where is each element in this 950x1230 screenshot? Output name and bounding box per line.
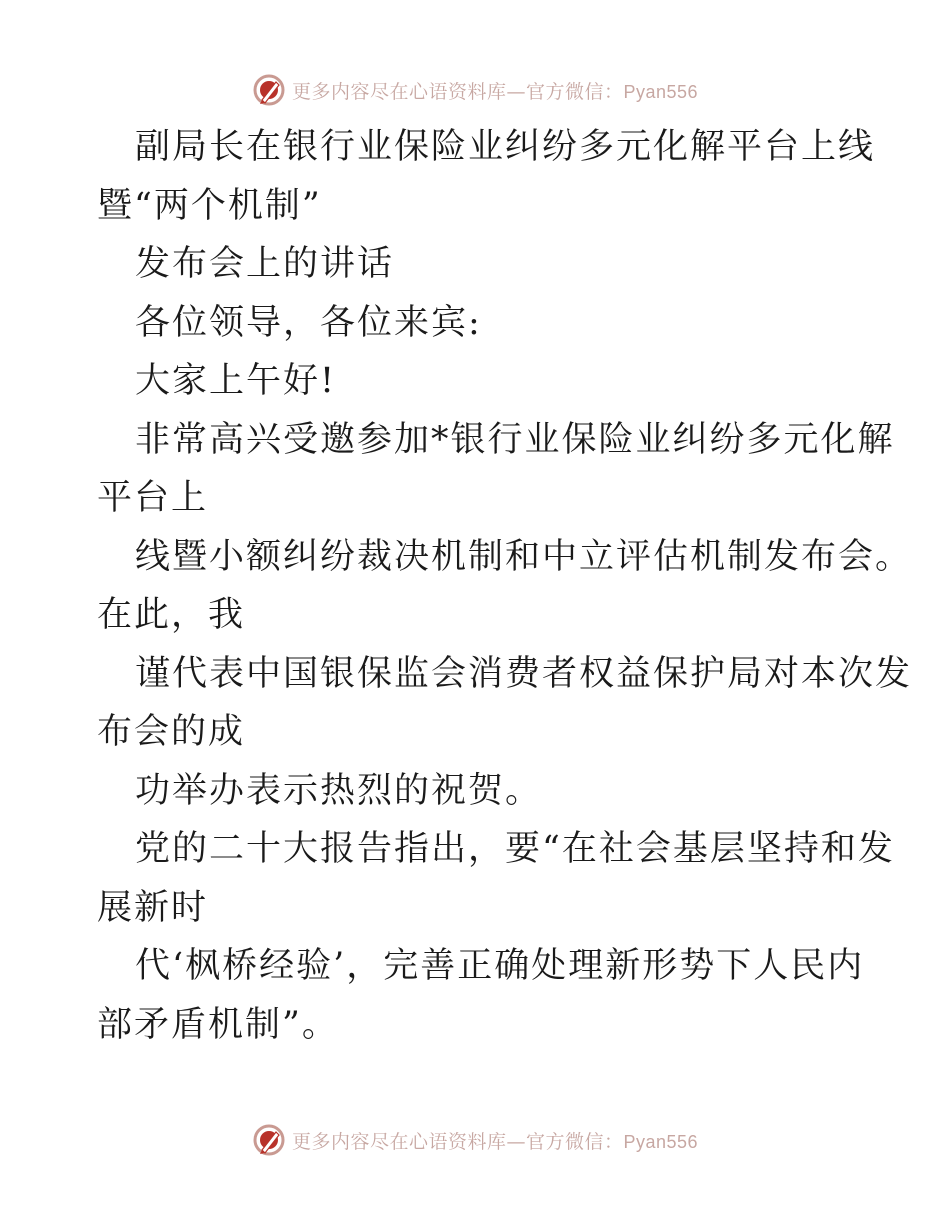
document-body bbox=[97, 118, 913, 1054]
text-line: 非常高兴受邀参加*银行业保险业纠纷多元化解 bbox=[135, 419, 895, 460]
watermark-text bbox=[292, 77, 698, 104]
text-line: 平台上 bbox=[97, 478, 209, 518]
text-line: 发布会上的讲话 bbox=[135, 244, 395, 284]
text-line: 副局长在银行业保险业纠纷多元化解平台上线 bbox=[135, 127, 876, 167]
text-line: 展新时 bbox=[97, 887, 209, 928]
pen-logo-icon bbox=[252, 1123, 286, 1157]
text-line: 布会的成 bbox=[97, 712, 246, 752]
text-line: 各位领导，各位来宾: bbox=[135, 302, 482, 343]
text-line: 在此，我 bbox=[97, 595, 246, 635]
text-line: 代‘枫桥经验’，完善正确处理新形势下人民内 bbox=[135, 946, 865, 986]
text-line: 谨代表中国银保监会消费者权益保护局对本次发 bbox=[135, 653, 913, 694]
text-line: 线暨小额纠纷裁决机制和中立评估机制发布会。 bbox=[135, 536, 913, 577]
pen-logo-icon bbox=[252, 73, 286, 107]
watermark-text bbox=[292, 1127, 698, 1154]
watermark-handle: Pyan556 bbox=[623, 81, 699, 102]
text-line: 暨“两个机制” bbox=[97, 185, 322, 226]
text-line: 功举办表示热烈的祝贺。 bbox=[135, 770, 543, 811]
header-watermark bbox=[0, 70, 950, 110]
text-line: 大家上午好! bbox=[135, 361, 337, 401]
watermark-label: 更多内容尽在心语资料库—官方微信： bbox=[291, 1130, 624, 1153]
watermark-handle: Pyan556 bbox=[623, 1131, 699, 1152]
text-line: 部矛盾机制”。 bbox=[97, 1004, 339, 1045]
text-line: 党的二十大报告指出，要“在社会基层坚持和发 bbox=[135, 829, 895, 869]
footer-watermark bbox=[0, 1120, 950, 1160]
watermark-label: 更多内容尽在心语资料库—官方微信： bbox=[291, 80, 624, 103]
